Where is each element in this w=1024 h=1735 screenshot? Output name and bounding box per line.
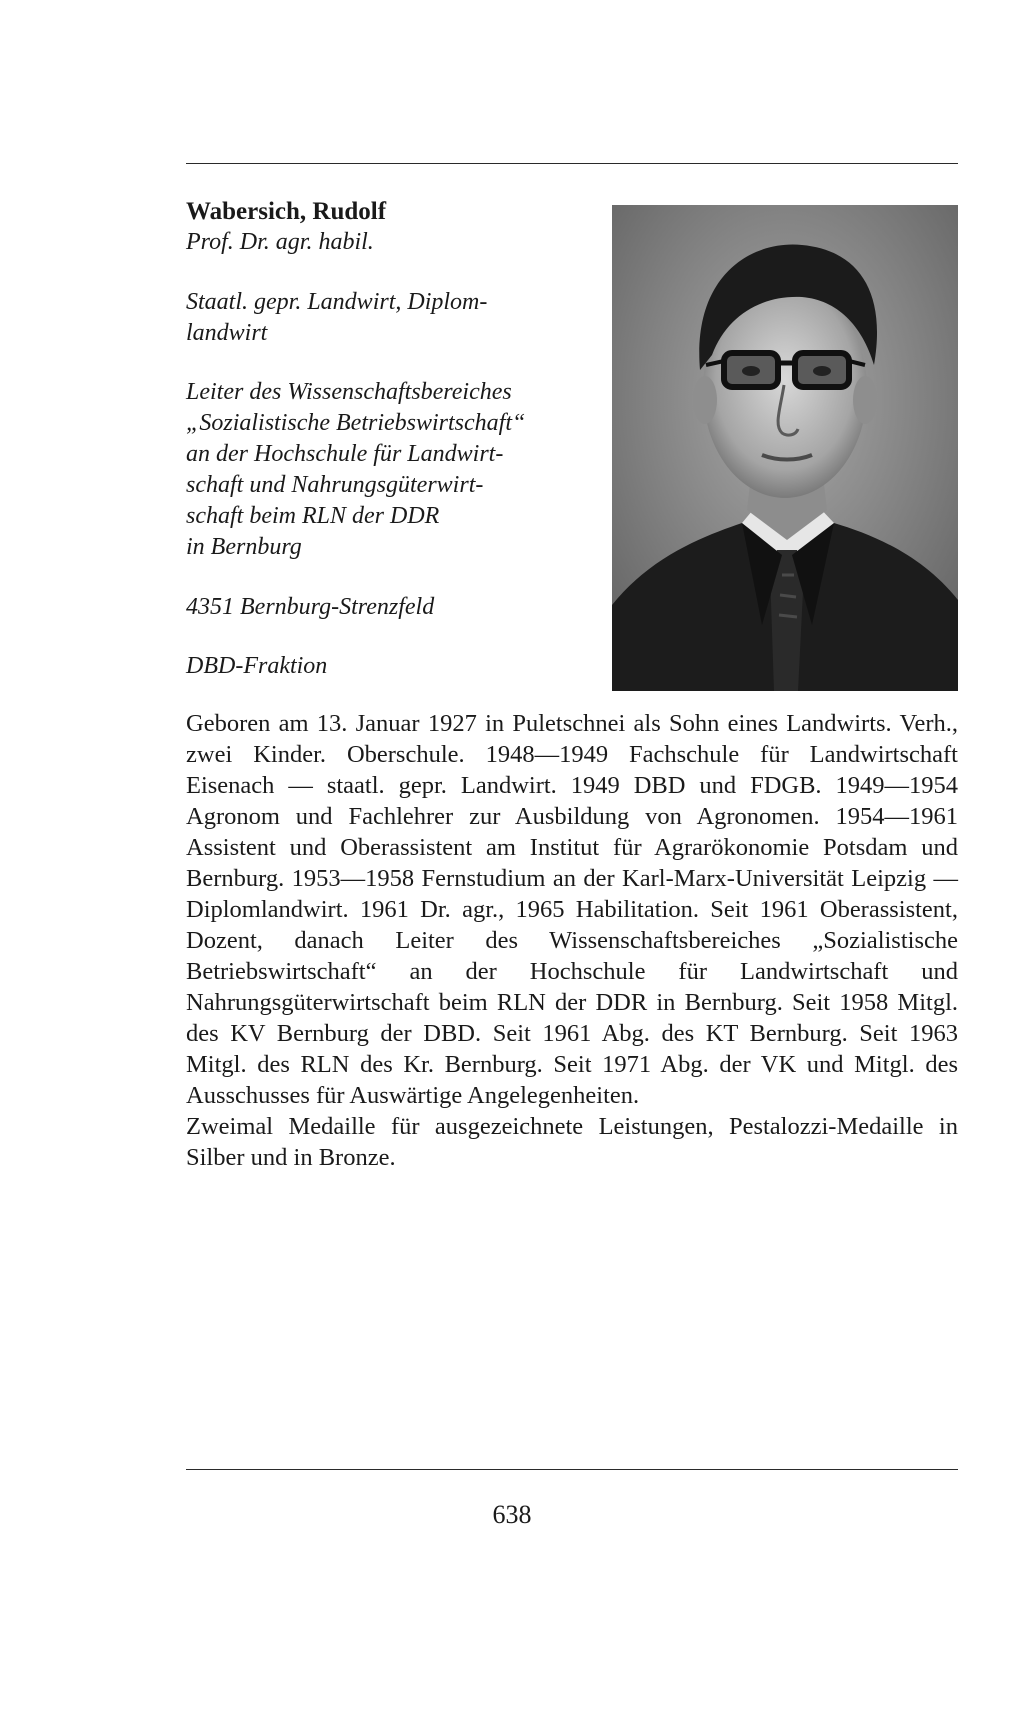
- position-line-3: an der Hochschule für Landwirt-: [186, 441, 504, 467]
- position-line-4: schaft und Nahrungsgüterwirt-: [186, 472, 484, 498]
- position-line-6: in Bernburg: [186, 534, 302, 560]
- position-line-2: „Sozialistische Betriebswirtschaft“: [186, 410, 526, 436]
- biography-main: Geboren am 13. Januar 1927 in Puletschnei als Sohn eines Landwirts. Verh., zwei Kinder. Oberschule. 1948—1949 Fachschule für Landwirtschaft Eisenach — staatl. gepr. Landwirt. 1949 DBD und FDGB. 1949—1954 Agronom und Fachlehrer zur Ausbildung von Agronomen. 1954—1961 Assistent und Oberassistent am Institut für Agrarökonomie Potsdam und Bernburg. 1953—1958 Fernstudium an der Karl-Marx-Universität Leipzig — Diplomlandwirt. 1961 Dr. agr., 1965 Habilitation. Seit 1961 Oberassistent, Dozent, danach Leiter des Wissenschaftsbereiches „Sozialistische Betriebswirtschaft“ an der Hochschule für Landwirtschaft und Nahrungsgüterwirtschaft beim RLN der DDR in Bernburg. Seit 1958 Mitgl. des KV Bernburg der DBD. Seit 1961 Abg. des KT Bernburg. Seit 1963 Mitgl. des RLN des Kr. Bernburg. Seit 1971 Abg. der VK und Mitgl. des Ausschusses für Auswärtige Angelegenheiten.: [186, 710, 958, 1109]
- portrait-illustration: [612, 205, 958, 691]
- position-line-1: Leiter des Wissenschaftsbereiches: [186, 379, 512, 405]
- bottom-rule: [186, 1469, 958, 1470]
- profession-line-2: landwirt: [186, 320, 268, 346]
- profession-line-1: Staatl. gepr. Landwirt, Diplom-: [186, 289, 488, 315]
- position-line-5: schaft beim RLN der DDR: [186, 503, 440, 529]
- address: 4351 Bernburg-Strenzfeld: [186, 594, 435, 620]
- academic-title: Prof. Dr. agr. habil.: [186, 229, 374, 255]
- portrait-photo: [612, 205, 958, 691]
- biography-awards: Zweimal Medaille für ausgezeichnete Leistungen, Pestalozzi-Medaille in Silber und in Bronze.: [186, 1113, 958, 1171]
- entry-header: [186, 196, 606, 682]
- page-number: 638: [492, 1500, 532, 1529]
- faction: DBD-Fraktion: [186, 653, 328, 679]
- person-name: Wabersich, Rudolf: [186, 198, 387, 225]
- top-rule: [186, 163, 958, 164]
- biography: [186, 708, 958, 1173]
